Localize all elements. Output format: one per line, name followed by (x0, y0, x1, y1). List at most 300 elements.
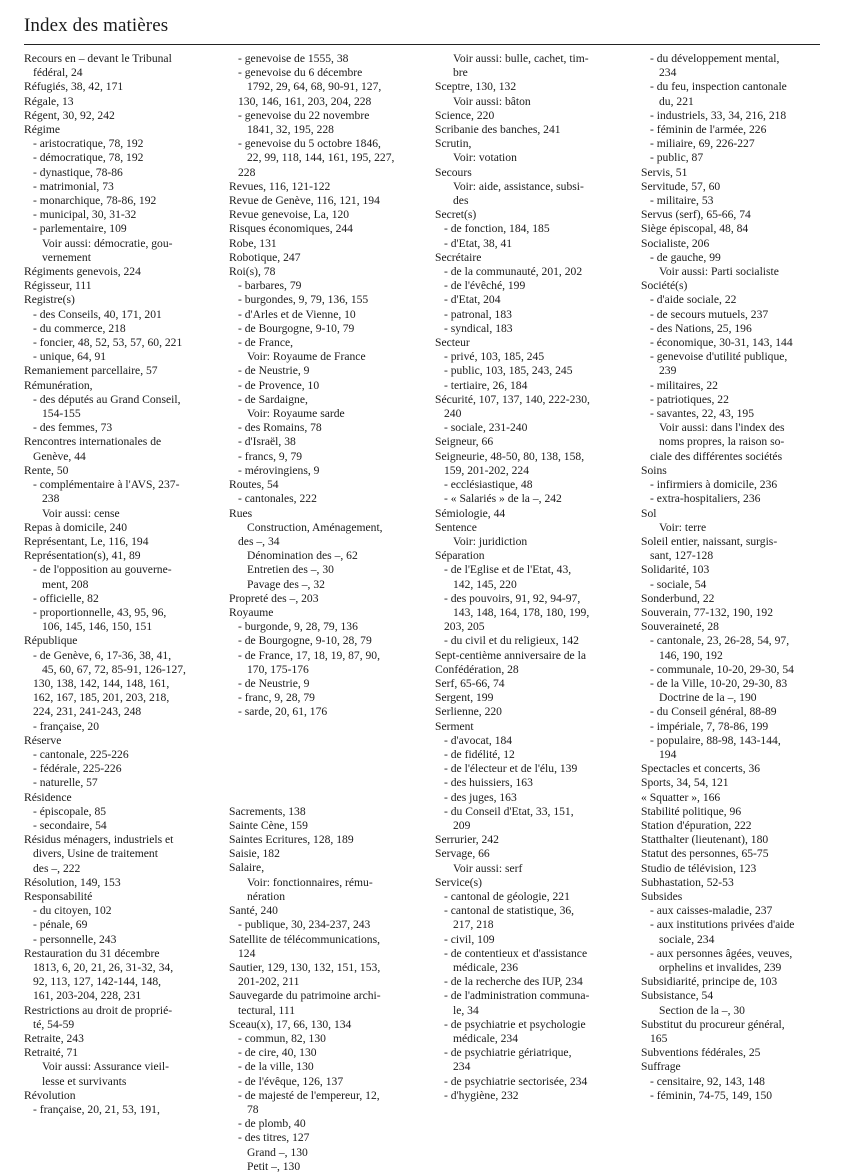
index-entry: - d'Etat, 38, 41 (444, 236, 513, 250)
index-entry: Régime (24, 123, 61, 137)
index-entry: - démocratique, 78, 192 (33, 151, 144, 165)
index-entry: Servage, 66 (435, 847, 490, 861)
index-entry: Sonderbund, 22 (641, 591, 715, 605)
index-entry: - barbares, 79 (238, 279, 302, 293)
index-entry: Confédération, 28 (435, 662, 519, 676)
index-entry: - de l'Eglise et de l'Etat, 43, (444, 563, 572, 577)
index-entry: - sarde, 20, 61, 176 (238, 705, 328, 719)
index-entry: - de Bourgogne, 9-10, 79 (238, 321, 355, 335)
index-entry: des –, 222 (33, 861, 81, 875)
index-entry: Sports, 34, 54, 121 (641, 776, 729, 790)
index-entry: Secrétaire (435, 250, 482, 264)
index-entry: Saintes Ecritures, 128, 189 (229, 833, 354, 847)
index-entry: - burgonde, 9, 28, 79, 136 (238, 620, 358, 634)
index-entry: - aux institutions privées d'aide (650, 918, 795, 932)
index-entry: Sautier, 129, 130, 132, 151, 153, (229, 960, 381, 974)
index-entry: lesse et survivants (42, 1074, 127, 1088)
index-entry: - aristocratique, 78, 192 (33, 137, 144, 151)
index-entry: Saisie, 182 (229, 847, 280, 861)
index-entry: Voir aussi: démocratie, gou- (42, 236, 173, 250)
index-entry: - de fonction, 184, 185 (444, 222, 550, 236)
index-entry: - du développement mental, (650, 52, 780, 65)
index-entry: ciale des différentes sociétés (650, 449, 783, 463)
index-entry: - du feu, inspection cantonale (650, 80, 787, 94)
index-gap (229, 734, 407, 748)
index-entry: Salaire, (229, 861, 265, 875)
index-gap (229, 776, 407, 790)
index-entry: 224, 231, 241-243, 248 (33, 705, 142, 719)
index-entry: Socialiste, 206 (641, 236, 710, 250)
index-entry: Revue genevoise, La, 120 (229, 208, 350, 222)
index-entry: - féminin, 74-75, 149, 150 (650, 1088, 773, 1102)
index-entry: 209 (453, 818, 471, 832)
index-entry: - de Provence, 10 (238, 378, 320, 392)
index-entry: Serrurier, 242 (435, 833, 499, 847)
index-entry: - officielle, 82 (33, 591, 99, 605)
index-entry: - communale, 10-20, 29-30, 54 (650, 662, 794, 676)
index-entry: 142, 145, 220 (453, 577, 517, 591)
index-entry: - monarchique, 78-86, 192 (33, 194, 157, 208)
index-entry: - censitaire, 92, 143, 148 (650, 1074, 765, 1088)
index-entry: Siège épiscopal, 48, 84 (641, 222, 749, 236)
index-entry: Construction, Aménagement, (247, 520, 383, 534)
index-entry: Soins (641, 463, 667, 477)
index-entry: Spectacles et concerts, 36 (641, 762, 761, 776)
index-columns (24, 52, 820, 1173)
index-entry: - de fidélité, 12 (444, 747, 515, 761)
index-entry: 1813, 6, 20, 21, 26, 31-32, 34, (33, 961, 174, 974)
index-entry: du, 221 (659, 94, 694, 108)
index-entry: 194 (659, 747, 677, 761)
index-entry: - fédérale, 225-226 (33, 762, 122, 776)
index-entry: - foncier, 48, 52, 53, 57, 60, 221 (33, 336, 183, 350)
index-column-3 (435, 52, 613, 1102)
index-entry: Secteur (435, 336, 470, 350)
index-entry: 143, 148, 164, 178, 180, 199, (453, 605, 590, 619)
index-entry: - public, 87 (650, 151, 704, 165)
index-entry: 154-155 (42, 407, 81, 421)
index-entry: - des huissiers, 163 (444, 776, 533, 790)
index-entry: Résolution, 149, 153 (24, 875, 121, 889)
page-header (24, 14, 820, 45)
index-entry: Seigneurie, 48-50, 80, 138, 158, (435, 449, 585, 463)
index-entry: Robe, 131 (229, 236, 277, 250)
index-entry: - naturelle, 57 (33, 776, 98, 790)
index-entry: - de Genève, 6, 17-36, 38, 41, (33, 648, 172, 662)
index-entry: Voir: Royaume de France (247, 350, 366, 364)
index-entry: Voir: terre (659, 520, 707, 534)
index-entry: - des femmes, 73 (33, 421, 113, 435)
index-entry: - du commerce, 218 (33, 321, 126, 335)
index-entry: 130, 146, 161, 203, 204, 228 (238, 94, 372, 108)
index-entry: - syndical, 183 (444, 321, 513, 335)
index-entry: Restauration du 31 décembre (24, 946, 160, 960)
index-entry: Régale, 13 (24, 94, 74, 108)
index-entry: - savantes, 22, 43, 195 (650, 407, 755, 421)
index-entry: 162, 167, 185, 201, 203, 218, (33, 691, 170, 705)
index-entry: - cantonales, 222 (238, 492, 317, 506)
index-gap (229, 762, 407, 776)
index-entry: 201-202, 211 (238, 975, 300, 989)
index-entry: Réserve (24, 733, 62, 747)
index-entry: - militaires, 22 (650, 378, 718, 392)
index-entry: Rémunération, (24, 378, 93, 392)
index-entry: - d'Israël, 38 (238, 435, 296, 449)
index-entry: Voir: aide, assistance, subsi- (453, 179, 584, 193)
index-entry: - de cire, 40, 130 (238, 1046, 317, 1060)
index-entry: des –, 34 (238, 534, 280, 548)
index-entry: - de la communauté, 201, 202 (444, 265, 583, 279)
index-entry: Science, 220 (435, 108, 495, 122)
index-entry: ment, 208 (42, 577, 89, 591)
index-entry: - publique, 30, 234-237, 243 (238, 918, 371, 932)
index-entry: Roi(s), 78 (229, 265, 276, 279)
index-entry: - de majesté de l'empereur, 12, (238, 1088, 380, 1102)
index-entry: Retraité, 71 (24, 1046, 79, 1060)
index-entry: - francs, 9, 79 (238, 449, 303, 463)
index-entry: - municipal, 30, 31-32 (33, 208, 137, 222)
index-entry: Serment (435, 719, 474, 733)
index-entry: Régiments genevois, 224 (24, 265, 141, 279)
index-entry: Substitut du procureur général, (641, 1017, 785, 1031)
index-entry: Régisseur, 111 (24, 279, 92, 293)
index-entry: Société(s) (641, 279, 688, 293)
index-entry: - franc, 9, 28, 79 (238, 691, 315, 705)
index-entry: Voir: votation (453, 151, 517, 165)
index-entry: - genevoise du 6 décembre (238, 66, 363, 80)
index-entry: le, 34 (453, 1003, 479, 1017)
index-entry: Petit –, 130 (247, 1159, 301, 1173)
index-entry: - de Neustrie, 9 (238, 364, 310, 378)
index-entry: 217, 218 (453, 918, 494, 932)
index-entry: Stabilité politique, 96 (641, 804, 742, 818)
index-entry: - féminin de l'armée, 226 (650, 123, 767, 137)
index-entry: - miliaire, 69, 226-227 (650, 137, 755, 151)
index-entry: Voir aussi: serf (453, 861, 523, 875)
index-gap (229, 720, 407, 734)
index-entry: - d'avocat, 184 (444, 733, 513, 747)
index-entry: - unique, 64, 91 (33, 350, 107, 364)
index-entry: - aux caisses-maladie, 237 (650, 904, 773, 918)
index-entry: Responsabilité (24, 889, 93, 903)
index-entry: Sentence (435, 520, 477, 534)
index-entry: - infirmiers à domicile, 236 (650, 478, 778, 492)
index-entry: - patriotiques, 22 (650, 392, 729, 406)
index-entry: fédéral, 24 (33, 66, 83, 80)
index-entry: 146, 190, 192 (659, 648, 723, 662)
index-entry: Grand –, 130 (247, 1145, 308, 1159)
index-entry: - de Bourgogne, 9-10, 28, 79 (238, 634, 372, 648)
index-entry: Rencontres internationales de (24, 435, 162, 449)
index-entry: 106, 145, 146, 150, 151 (42, 620, 153, 634)
index-entry: - matrimonial, 73 (33, 179, 114, 193)
index-entry: 203, 205 (444, 620, 485, 634)
index-entry: Subsidiarité, principe de, 103 (641, 975, 778, 989)
index-entry: Subventions fédérales, 25 (641, 1046, 761, 1060)
index-entry: - aux personnes âgées, veuves, (650, 946, 793, 960)
index-entry: 45, 60, 67, 72, 85-91, 126-127, (42, 662, 186, 676)
index-entry: Rente, 50 (24, 463, 69, 477)
index-entry: Sergent, 199 (435, 691, 494, 705)
index-entry: - d'Arles et de Vienne, 10 (238, 307, 356, 321)
index-entry: Robotique, 247 (229, 250, 301, 264)
index-entry: - extra-hospitaliers, 236 (650, 492, 761, 506)
index-entry: - parlementaire, 109 (33, 222, 127, 236)
index-entry: Résidence (24, 790, 72, 804)
index-entry: Révolution (24, 1088, 76, 1102)
index-entry: 78 (247, 1102, 259, 1116)
index-entry: Serlienne, 220 (435, 705, 502, 719)
index-entry: 240 (444, 407, 462, 421)
index-entry: Subsides (641, 889, 683, 903)
index-entry: Servis, 51 (641, 165, 688, 179)
index-entry: - de l'administration communa- (444, 989, 590, 1003)
index-entry: Royaume (229, 605, 274, 619)
index-entry: Secours (435, 165, 472, 179)
index-entry: - privé, 103, 185, 245 (444, 350, 545, 364)
index-entry: Service(s) (435, 875, 482, 889)
index-entry: Souverain, 77-132, 190, 192 (641, 605, 774, 619)
index-entry: Servus (serf), 65-66, 74 (641, 208, 751, 222)
index-entry: des (453, 194, 469, 208)
index-entry: - économique, 30-31, 143, 144 (650, 336, 793, 350)
index-entry: - commun, 82, 130 (238, 1031, 326, 1045)
index-entry: 239 (659, 364, 677, 378)
index-entry: Routes, 54 (229, 478, 279, 492)
index-entry: Section de la –, 30 (659, 1003, 745, 1017)
index-entry: - française, 20, 21, 53, 191, (33, 1103, 160, 1117)
index-entry: 92, 113, 127, 142-144, 148, (33, 975, 162, 989)
index-entry: - de la ville, 130 (238, 1060, 314, 1074)
index-entry: - industriels, 33, 34, 216, 218 (650, 108, 787, 122)
index-entry: - tertiaire, 26, 184 (444, 378, 528, 392)
index-entry: Satellite de télécommunications, (229, 932, 380, 946)
index-entry: - impériale, 7, 78-86, 199 (650, 719, 769, 733)
index-entry: - sociale, 54 (650, 577, 707, 591)
index-entry: - de gauche, 99 (650, 250, 721, 264)
index-entry: Sécurité, 107, 137, 140, 222-230, (435, 392, 590, 406)
index-entry: Voir aussi: cense (42, 506, 120, 520)
index-entry: - du civil et du religieux, 142 (444, 634, 579, 648)
index-gap (229, 748, 407, 762)
index-entry: vernement (42, 250, 91, 264)
index-entry: Sacrements, 138 (229, 804, 306, 818)
index-entry: - burgondes, 9, 79, 136, 155 (238, 293, 369, 307)
index-entry: - française, 20 (33, 719, 99, 733)
index-entry: - genevoise du 22 novembre (238, 108, 370, 122)
index-entry: Souveraineté, 28 (641, 620, 719, 634)
index-entry: - de psychiatrie sectorisée, 234 (444, 1074, 588, 1088)
index-entry: - d'aide sociale, 22 (650, 293, 737, 307)
index-entry: Santé, 240 (229, 904, 278, 918)
index-entry: Registre(s) (24, 293, 75, 307)
index-entry: Voir aussi: bulle, cachet, tim- (453, 52, 589, 65)
index-entry: Voir: juridiction (453, 534, 528, 548)
index-entry: sant, 127-128 (650, 549, 714, 563)
index-entry: Subsistance, 54 (641, 989, 714, 1003)
index-entry: - patronal, 183 (444, 307, 512, 321)
index-entry: Soleil entier, naissant, surgis- (641, 534, 778, 548)
index-entry: - de Neustrie, 9 (238, 676, 310, 690)
index-entry: Entretien des –, 30 (247, 563, 334, 577)
index-entry: 1792, 29, 64, 68, 90-91, 127, (247, 80, 382, 94)
index-entry: - de psychiatrie et psychologie (444, 1017, 586, 1031)
index-column-2 (229, 52, 407, 1173)
index-entry: - sociale, 231-240 (444, 421, 528, 435)
index-entry: médicale, 234 (453, 1032, 519, 1046)
index-entry: té, 54-59 (33, 1017, 75, 1031)
index-entry: Sémiologie, 44 (435, 506, 506, 520)
index-entry: Suffrage (641, 1060, 681, 1074)
index-entry: Doctrine de la –, 190 (659, 691, 757, 705)
index-entry: Servitude, 57, 60 (641, 179, 721, 193)
index-entry: 22, 99, 118, 144, 161, 195, 227, (247, 151, 395, 165)
index-entry: Remaniement parcellaire, 57 (24, 364, 158, 378)
index-entry: - épiscopale, 85 (33, 804, 107, 818)
index-entry: - des pouvoirs, 91, 92, 94-97, (444, 591, 581, 605)
index-entry: Scrutin, (435, 137, 472, 151)
index-entry: « Squatter », 166 (641, 790, 721, 804)
index-entry: Scribanie des banches, 241 (435, 123, 561, 137)
index-entry: - personnelle, 243 (33, 932, 117, 946)
index-entry: Statthalter (lieutenant), 180 (641, 833, 769, 847)
index-entry: Station d'épuration, 222 (641, 818, 752, 832)
index-entry: 130, 138, 142, 144, 148, 161, (33, 676, 170, 690)
index-entry: - dynastique, 78-86 (33, 165, 123, 179)
index-entry: - de Sardaigne, (238, 392, 308, 406)
index-entry: - des Nations, 25, 196 (650, 321, 752, 335)
index-entry: - de l'évêché, 199 (444, 279, 526, 293)
page-title: Index des matières (24, 15, 169, 36)
index-entry: Sol (641, 506, 657, 520)
index-entry: - de la recherche des IUP, 234 (444, 975, 583, 989)
index-entry: - des titres, 127 (238, 1131, 310, 1145)
index-entry: Genève, 44 (33, 449, 86, 463)
index-entry: - cantonal de statistique, 36, (444, 904, 575, 918)
index-entry: Serf, 65-66, 74 (435, 676, 505, 690)
index-entry: Dénomination des –, 62 (247, 549, 358, 563)
index-entry: - de l'évêque, 126, 137 (238, 1074, 344, 1088)
index-entry: 238 (42, 492, 60, 506)
index-entry: 124 (238, 946, 256, 960)
index-entry: - genevoise de 1555, 38 (238, 52, 349, 65)
index-entry: nération (247, 889, 285, 903)
index-entry: Voir aussi: Parti socialiste (659, 265, 779, 279)
index-entry: - de plomb, 40 (238, 1117, 306, 1131)
index-entry: Représentation(s), 41, 89 (24, 549, 141, 563)
index-entry: - genevoise du 5 octobre 1846, (238, 137, 381, 151)
index-entry: Revues, 116, 121-122 (229, 179, 331, 193)
index-entry: - de psychiatrie gériatrique, (444, 1046, 572, 1060)
index-entry: Retraite, 243 (24, 1032, 84, 1046)
index-entry: Voir aussi: Assurance vieil- (42, 1060, 169, 1074)
index-entry: orphelins et invalides, 239 (659, 961, 782, 974)
index-entry: République (24, 634, 78, 648)
index-entry: Studio de télévision, 123 (641, 861, 757, 875)
index-entry: - du citoyen, 102 (33, 904, 112, 918)
index-entry: - de la Ville, 10-20, 29-30, 83 (650, 676, 788, 690)
index-gap (229, 790, 407, 804)
index-entry: - des Romains, 78 (238, 421, 322, 435)
index-entry: - militaire, 53 (650, 194, 714, 208)
index-entry: - des juges, 163 (444, 790, 517, 804)
index-entry: sociale, 234 (659, 932, 715, 946)
index-entry: Statut des personnes, 65-75 (641, 847, 769, 861)
index-entry: Sceau(x), 17, 66, 130, 134 (229, 1017, 352, 1031)
index-entry: - cantonale, 225-226 (33, 747, 129, 761)
index-entry: Solidarité, 103 (641, 563, 710, 577)
index-entry: - de l'opposition au gouverne- (33, 563, 172, 577)
index-entry: bre (453, 66, 468, 80)
index-entry: - d'hygiène, 232 (444, 1088, 519, 1102)
index-entry: Recours en – devant le Tribunal (24, 52, 172, 65)
index-entry: Sauvegarde du patrimoine archi- (229, 989, 381, 1003)
index-entry: 1841, 32, 195, 228 (247, 123, 334, 137)
index-entry: Voir aussi: dans l'index des (659, 421, 785, 435)
index-entry: - complémentaire à l'AVS, 237- (33, 478, 180, 492)
index-entry: 170, 175-176 (247, 662, 309, 676)
index-entry: - pénale, 69 (33, 918, 88, 932)
index-entry: divers, Usine de traitement (33, 847, 158, 861)
index-entry: - de l'électeur et de l'élu, 139 (444, 762, 578, 776)
index-entry: - cantonal de géologie, 221 (444, 889, 570, 903)
index-entry: 234 (453, 1060, 471, 1074)
index-entry: - des Conseils, 40, 171, 201 (33, 307, 162, 321)
index-entry: - de France, 17, 18, 19, 87, 90, (238, 648, 380, 662)
index-entry: - cantonale, 23, 26-28, 54, 97, (650, 634, 790, 648)
index-entry: Régent, 30, 92, 242 (24, 108, 115, 122)
index-entry: Sept-centième anniversaire de la (435, 648, 586, 662)
index-entry: - des députés au Grand Conseil, (33, 392, 181, 406)
index-entry: Représentant, Le, 116, 194 (24, 534, 149, 548)
index-entry: - du Conseil général, 88-89 (650, 705, 777, 719)
index-entry: - proportionnelle, 43, 95, 96, (33, 605, 167, 619)
index-entry: Propreté des –, 203 (229, 591, 319, 605)
index-entry: noms propres, la raison so- (659, 435, 785, 449)
index-entry: - du Conseil d'Etat, 33, 151, (444, 804, 574, 818)
index-entry: - public, 103, 185, 243, 245 (444, 364, 573, 378)
index-entry: Sainte Cène, 159 (229, 818, 308, 832)
index-entry: Subhastation, 52-53 (641, 875, 734, 889)
index-entry: - de contentieux et d'assistance (444, 946, 588, 960)
index-entry: Restrictions au droit de proprié- (24, 1003, 173, 1017)
index-entry: Résidus ménagers, industriels et (24, 833, 174, 847)
index-entry: Secret(s) (435, 208, 477, 222)
index-entry: - populaire, 88-98, 143-144, (650, 733, 781, 747)
index-entry: tectural, 111 (238, 1003, 296, 1017)
index-column-4 (641, 52, 819, 1102)
index-entry: - secondaire, 54 (33, 818, 107, 832)
index-entry: - « Salariés » de la –, 242 (444, 492, 562, 506)
index-entry: Repas à domicile, 240 (24, 520, 128, 534)
index-entry: Voir: Royaume sarde (247, 407, 345, 421)
index-entry: Risques économiques, 244 (229, 222, 353, 236)
index-entry: Voir aussi: bâton (453, 94, 531, 108)
index-entry: Rues (229, 506, 253, 520)
index-entry: Séparation (435, 549, 485, 563)
index-entry: - de secours mutuels, 237 (650, 307, 769, 321)
index-entry: 159, 201-202, 224 (444, 463, 530, 477)
index-entry: médicale, 236 (453, 961, 519, 974)
index-entry: - d'Etat, 204 (444, 293, 501, 307)
index-entry: Sceptre, 130, 132 (435, 80, 517, 94)
index-column-1 (24, 52, 202, 1117)
index-entry: 234 (659, 66, 677, 80)
index-entry: Seigneur, 66 (435, 435, 494, 449)
index-entry: - ecclésiastique, 48 (444, 478, 533, 492)
index-entry: Réfugiés, 38, 42, 171 (24, 80, 124, 94)
index-entry: 165 (650, 1032, 668, 1046)
